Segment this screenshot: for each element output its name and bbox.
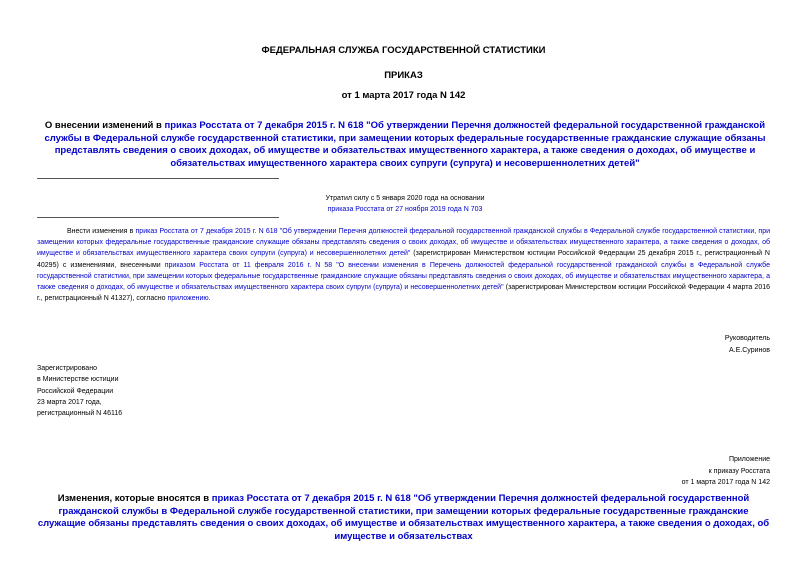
appendix-reference	[682, 454, 770, 489]
validity-note-text: Утратил силу с 5 января 2020 года на основании	[325, 195, 485, 202]
appendix-line: от 1 марта 2017 года N 142	[681, 479, 770, 486]
title-prefix: О внесении изменений в	[44, 120, 165, 131]
document-title	[40, 120, 770, 170]
validity-note-link[interactable]: приказа Росстата от 27 ноября 2019 года N 703	[327, 206, 483, 213]
appendix-line: Приложение	[728, 456, 770, 463]
title-link[interactable]: приказ Росстата от 7 декабря 2015 г. N 618 "Об утверждении Перечня должностей федеральной государственной гражданской службы в Федеральной службе государственной статистики, при замещении которых федеральные государственные гражданские служащие обязаны представлять сведения о своих доходах, об имуществе и обязательствах имущественного характера, а также сведения о доходах, об имуществе и обязательствах имущественного характера своих супруги (супруга) и несовершеннолетних детей"	[44, 120, 766, 169]
registration-block	[37, 363, 122, 419]
signature-block	[725, 333, 770, 356]
body-link-appendix[interactable]: приложению	[167, 295, 209, 303]
document-type: ПРИКАЗ	[384, 70, 423, 81]
appendix-title	[37, 493, 770, 542]
body-text-1: Внести изменения в	[67, 228, 136, 235]
body-text-2: (зарегистрирован Министерством юстиции Российской Федерации 25 декабря 2015 г., регистрационный N 40295) с изменениями, внесенными	[37, 250, 770, 269]
body-link-order-618[interactable]: приказ Росстата от 7 декабря 2015 г. N 618 "Об утверждении Перечня должностей федеральной государственной гражданской службы в Федеральной службе государственной статистики, при замещении которых федеральные государственные гражданские служащие обязаны представлять сведения о своих доходах, об имуществе и обязательствах имущественного характера, а также сведения о доходах, об имуществе и обязательствах имущественного характера своих супруги (супруга) и несовершеннолетних детей"	[37, 228, 770, 258]
registration-line: в Министерстве юстиции	[37, 376, 119, 384]
divider-bottom	[37, 217, 279, 218]
registration-line: регистрационный N 46116	[37, 410, 123, 418]
appendix-line: к приказу Росстата	[708, 467, 770, 475]
body-text-4: .	[208, 295, 211, 303]
validity-note	[300, 193, 510, 215]
agency-heading: ФЕДЕРАЛЬНАЯ СЛУЖБА ГОСУДАРСТВЕННОЙ СТАТИСТИКИ	[261, 45, 546, 56]
body-text-3: (зарегистрирован Министерством юстиции Российской Федерации 4 марта 2016 г., регистрационный N 41327), согласно	[37, 284, 770, 303]
order-paragraph	[37, 226, 770, 304]
signature-role: Руководитель	[724, 335, 770, 342]
appendix-title-prefix: Изменения, которые вносятся в	[57, 493, 212, 504]
registration-line: 23 марта 2017 года,	[37, 398, 102, 406]
appendix-title-link[interactable]: приказ Росстата от 7 декабря 2015 г. N 618 "Об утверждении Перечня должностей федеральной государственной гражданской службы в Федеральной службе государственной статистики, при замещении которых федеральные государственные гражданские служащие обязаны представлять сведения о своих доходах, об имуществе и обязательствах имущественного характера, а также сведения о доходах, об имуществе и обязательствах	[37, 493, 770, 542]
divider-top	[37, 178, 279, 179]
order-body	[37, 226, 770, 304]
document-date-number: от 1 марта 2017 года N 142	[341, 90, 466, 101]
registration-line: Российской Федерации	[37, 387, 114, 395]
body-link-order-58[interactable]: приказом Росстата от 11 февраля 2016 г. N 58 "О внесении изменения в Перечень должностей федеральной государственной гражданской службы в Федеральной службе государственной статистики, при замещении которых федеральные государственные гражданские служащие обязаны представлять сведения о своих доходах, об имуществе и обязательствах имущественного характера, а также сведения о доходах, об имуществе и обязательствах имущественного характера своих супруги (супруга) и несовершеннолетних детей"	[37, 261, 770, 292]
signature-name: А.Е.Суринов	[729, 346, 770, 354]
registration-line: Зарегистрировано	[37, 365, 97, 372]
